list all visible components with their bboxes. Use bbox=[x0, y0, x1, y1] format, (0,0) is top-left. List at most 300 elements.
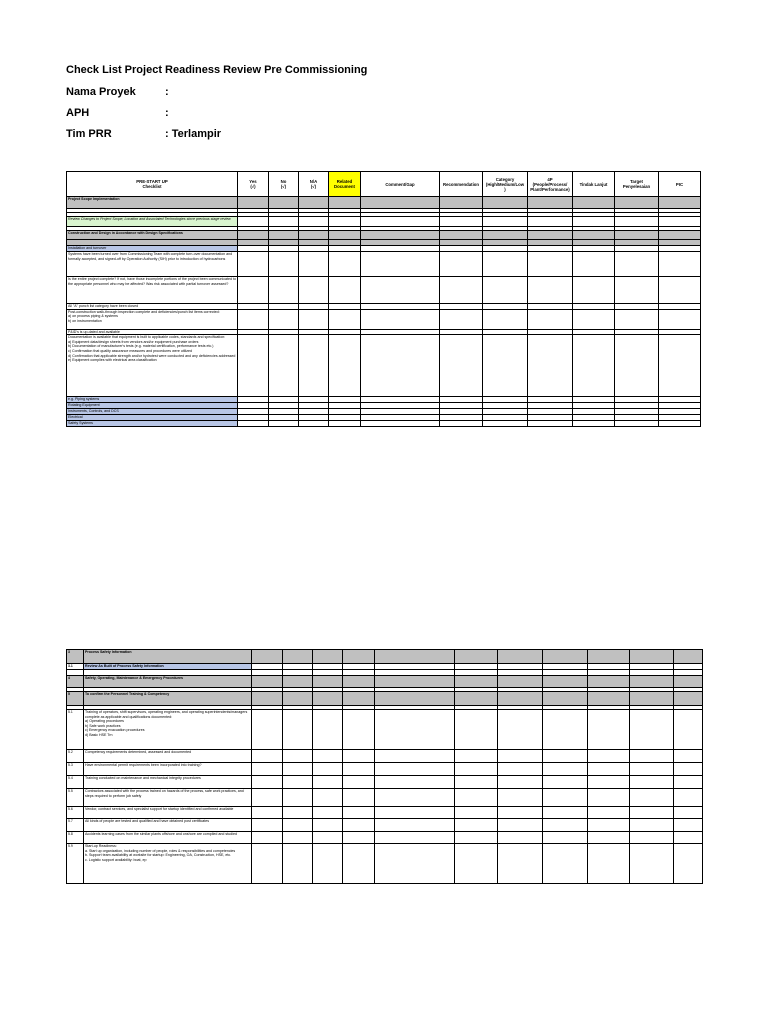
checklist-item-text: Process Safety Information bbox=[84, 650, 252, 664]
empty-cell bbox=[238, 335, 269, 397]
empty-cell bbox=[630, 844, 674, 884]
empty-cell bbox=[283, 692, 313, 706]
table-row bbox=[67, 832, 703, 844]
empty-cell bbox=[329, 309, 361, 329]
empty-cell bbox=[528, 309, 573, 329]
empty-cell bbox=[329, 231, 361, 240]
empty-cell bbox=[573, 217, 615, 227]
empty-cell bbox=[674, 844, 703, 884]
col-header-na: N/A (√) bbox=[299, 172, 329, 197]
table-row bbox=[67, 710, 703, 750]
empty-cell bbox=[283, 763, 313, 776]
item-number: 5.8 bbox=[67, 832, 84, 844]
empty-cell bbox=[455, 789, 498, 807]
empty-cell bbox=[375, 750, 455, 763]
empty-cell bbox=[343, 807, 375, 819]
empty-cell bbox=[588, 832, 630, 844]
empty-cell bbox=[329, 335, 361, 397]
checklist-item-text: Vendor, contract services, and specialist support for startup identified and confirmed available bbox=[84, 807, 252, 819]
empty-cell bbox=[498, 807, 543, 819]
empty-cell bbox=[483, 252, 528, 277]
table-row bbox=[67, 217, 701, 227]
checklist-item-text: All kinds of people are tested and qualified and have obtained post certificates bbox=[84, 819, 252, 832]
empty-cell bbox=[630, 710, 674, 750]
item-number: 5.1 bbox=[67, 710, 84, 750]
checklist-item-text: Training conducted on maintenance and mechanical integrity procedures bbox=[84, 776, 252, 789]
table-header-row bbox=[67, 172, 701, 197]
checklist-item-text: Review Changes to Project Scope, Location and Associated Technologies since previous stage review bbox=[67, 217, 238, 227]
table-row bbox=[67, 819, 703, 832]
empty-cell bbox=[343, 692, 375, 706]
empty-cell bbox=[588, 750, 630, 763]
empty-cell bbox=[343, 650, 375, 664]
table-row bbox=[67, 650, 703, 664]
item-number: 5 bbox=[67, 692, 84, 706]
empty-cell bbox=[674, 789, 703, 807]
empty-cell bbox=[252, 710, 283, 750]
item-number: 5.5 bbox=[67, 789, 84, 807]
empty-cell bbox=[455, 776, 498, 789]
empty-cell bbox=[299, 217, 329, 227]
checklist-item-text: Accidents learning cases from the similar plants offshore and onshore are compiled and studied bbox=[84, 832, 252, 844]
empty-cell bbox=[343, 844, 375, 884]
checklist-item-text: Review As Built of Process Safety Information bbox=[84, 664, 252, 670]
empty-cell bbox=[329, 217, 361, 227]
empty-cell bbox=[498, 789, 543, 807]
table-row bbox=[67, 763, 703, 776]
empty-cell bbox=[659, 309, 701, 329]
empty-cell bbox=[313, 650, 343, 664]
empty-cell bbox=[483, 217, 528, 227]
empty-cell bbox=[343, 750, 375, 763]
col-header-tindak-lanjut: Tindak Lanjut bbox=[573, 172, 615, 197]
empty-cell bbox=[313, 776, 343, 789]
empty-cell bbox=[252, 750, 283, 763]
empty-cell bbox=[528, 231, 573, 240]
empty-cell bbox=[674, 763, 703, 776]
empty-cell bbox=[252, 692, 283, 706]
empty-cell bbox=[455, 710, 498, 750]
empty-cell bbox=[588, 763, 630, 776]
empty-cell bbox=[543, 676, 588, 688]
empty-cell bbox=[498, 763, 543, 776]
empty-cell bbox=[455, 692, 498, 706]
empty-cell bbox=[361, 197, 440, 209]
empty-cell bbox=[283, 776, 313, 789]
empty-cell bbox=[375, 692, 455, 706]
empty-cell bbox=[455, 676, 498, 688]
checklist-item-text: Competency requirements determined, assessed and documented bbox=[84, 750, 252, 763]
empty-cell bbox=[313, 763, 343, 776]
empty-cell bbox=[343, 763, 375, 776]
checklist-item-text: Post-construction walk-through inspection complete and deficiencies/punch list items corrected: a) on process piping & systems b) on instrumentation bbox=[67, 309, 238, 329]
empty-cell bbox=[630, 750, 674, 763]
empty-cell bbox=[630, 832, 674, 844]
empty-cell bbox=[498, 650, 543, 664]
checklist-item-text: All "A" punch list category have been closed bbox=[67, 304, 238, 310]
empty-cell bbox=[615, 309, 659, 329]
empty-cell bbox=[375, 763, 455, 776]
empty-cell bbox=[498, 710, 543, 750]
checklist-table-page2 bbox=[66, 649, 703, 884]
checklist-item-text: Safety, Operating, Maintenance & Emergency Procedures bbox=[84, 676, 252, 688]
item-number: 5.6 bbox=[67, 807, 84, 819]
empty-cell bbox=[659, 231, 701, 240]
empty-cell bbox=[543, 650, 588, 664]
field-label-aph: APH bbox=[66, 107, 90, 119]
empty-cell bbox=[329, 421, 361, 427]
checklist-item-text: Project Scope Implementation bbox=[67, 197, 238, 209]
empty-cell bbox=[343, 789, 375, 807]
empty-cell bbox=[252, 832, 283, 844]
empty-cell bbox=[269, 252, 299, 277]
empty-cell bbox=[588, 776, 630, 789]
empty-cell bbox=[674, 776, 703, 789]
table-row bbox=[67, 776, 703, 789]
empty-cell bbox=[361, 231, 440, 240]
empty-cell bbox=[440, 197, 483, 209]
empty-cell bbox=[343, 832, 375, 844]
empty-cell bbox=[440, 309, 483, 329]
checklist-item-text: P&ID's is up-dated and available bbox=[67, 329, 238, 335]
field-label-tim-prr: Tim PRR bbox=[66, 128, 112, 140]
empty-cell bbox=[238, 217, 269, 227]
table-row bbox=[67, 807, 703, 819]
table-row bbox=[67, 252, 701, 277]
empty-cell bbox=[528, 252, 573, 277]
checklist-item-text: Is the entire project complete? If not, have those incomplete portions of the project been communicated to the appropriate personnel who may be affected? Was risk associated with partial turnover assessed? bbox=[67, 277, 238, 304]
empty-cell bbox=[615, 421, 659, 427]
empty-cell bbox=[528, 277, 573, 304]
table-row bbox=[67, 197, 701, 209]
empty-cell bbox=[375, 650, 455, 664]
empty-cell bbox=[238, 421, 269, 427]
empty-cell bbox=[498, 832, 543, 844]
empty-cell bbox=[313, 819, 343, 832]
checklist-item-text: Installation and turnover bbox=[67, 246, 238, 252]
empty-cell bbox=[659, 421, 701, 427]
empty-cell bbox=[283, 650, 313, 664]
empty-cell bbox=[283, 710, 313, 750]
empty-cell bbox=[615, 217, 659, 227]
item-number: 5.2 bbox=[67, 750, 84, 763]
table-row bbox=[67, 844, 703, 884]
empty-cell bbox=[455, 750, 498, 763]
empty-cell bbox=[375, 832, 455, 844]
empty-cell bbox=[674, 710, 703, 750]
col-header-yes: Yes (√) bbox=[238, 172, 269, 197]
field-value-aph: : bbox=[165, 107, 169, 119]
empty-cell bbox=[252, 650, 283, 664]
empty-cell bbox=[440, 231, 483, 240]
checklist-item-text: Documentation is available that equipment is built to applicable codes, standards and specification: a) Equipment data/design sheets from vendors and/or equipment purchase orders b) Documentation of manufacturer's tests (e.g. material certification, performance tests etc.) c) Confirmation that quality assurance measures and procedures were utilized d) Confirmation that applicable strength and/or hydrotest were conducted and any deficiencies addressed e) Equipment complies with electrical area classification bbox=[67, 335, 238, 397]
empty-cell bbox=[455, 650, 498, 664]
empty-cell bbox=[375, 807, 455, 819]
empty-cell bbox=[238, 252, 269, 277]
empty-cell bbox=[674, 676, 703, 688]
empty-cell bbox=[343, 819, 375, 832]
empty-cell bbox=[252, 789, 283, 807]
field-value-nama-proyek: : bbox=[165, 86, 169, 98]
empty-cell bbox=[313, 750, 343, 763]
checklist-item-text: Start-up Readiness: a. Start up organization, including number of people, roles & responsibilities and competencies b. Support team availability at worksite for startup: Engineering, OA, Construction, HSE, etc. c. Logistic support availability: boat, ep bbox=[84, 844, 252, 884]
checklist-item-text: Electrical bbox=[67, 415, 238, 421]
empty-cell bbox=[283, 807, 313, 819]
empty-cell bbox=[588, 710, 630, 750]
empty-cell bbox=[630, 819, 674, 832]
col-header-no: No (√) bbox=[269, 172, 299, 197]
empty-cell bbox=[543, 819, 588, 832]
col-header-recommendation: Recommendation bbox=[440, 172, 483, 197]
empty-cell bbox=[375, 776, 455, 789]
empty-cell bbox=[483, 421, 528, 427]
empty-cell bbox=[483, 335, 528, 397]
empty-cell bbox=[252, 819, 283, 832]
empty-cell bbox=[299, 309, 329, 329]
empty-cell bbox=[238, 277, 269, 304]
empty-cell bbox=[361, 277, 440, 304]
empty-cell bbox=[674, 807, 703, 819]
empty-cell bbox=[329, 197, 361, 209]
empty-cell bbox=[543, 789, 588, 807]
empty-cell bbox=[269, 217, 299, 227]
empty-cell bbox=[455, 844, 498, 884]
empty-cell bbox=[498, 776, 543, 789]
empty-cell bbox=[528, 421, 573, 427]
empty-cell bbox=[313, 807, 343, 819]
empty-cell bbox=[343, 710, 375, 750]
empty-cell bbox=[455, 819, 498, 832]
empty-cell bbox=[343, 676, 375, 688]
col-header-category: Category (High/Medium/Low ) bbox=[483, 172, 528, 197]
checklist-item-text: Systems have been turned over from Commissioning Team with complete turn-over documentation and formally accepted, and signed-off by Operation Authority (SIH) prior to introduction of hydrocarbons bbox=[67, 252, 238, 277]
empty-cell bbox=[630, 807, 674, 819]
empty-cell bbox=[483, 197, 528, 209]
empty-cell bbox=[543, 763, 588, 776]
table-row bbox=[67, 750, 703, 763]
empty-cell bbox=[440, 252, 483, 277]
empty-cell bbox=[588, 692, 630, 706]
empty-cell bbox=[615, 252, 659, 277]
table-row bbox=[67, 335, 701, 397]
empty-cell bbox=[483, 277, 528, 304]
empty-cell bbox=[238, 309, 269, 329]
empty-cell bbox=[588, 676, 630, 688]
empty-cell bbox=[299, 421, 329, 427]
empty-cell bbox=[630, 776, 674, 789]
empty-cell bbox=[588, 819, 630, 832]
item-number: 5.9 bbox=[67, 844, 84, 884]
empty-cell bbox=[440, 335, 483, 397]
checklist-table-page1 bbox=[66, 171, 701, 427]
empty-cell bbox=[573, 277, 615, 304]
empty-cell bbox=[269, 197, 299, 209]
checklist-item-text: Instruments, Controls, and DCS bbox=[67, 409, 238, 415]
empty-cell bbox=[299, 277, 329, 304]
empty-cell bbox=[573, 335, 615, 397]
empty-cell bbox=[252, 844, 283, 884]
empty-cell bbox=[659, 197, 701, 209]
checklist-item-text: e.g. Piping systems bbox=[67, 397, 238, 403]
empty-cell bbox=[528, 197, 573, 209]
empty-cell bbox=[299, 335, 329, 397]
empty-cell bbox=[375, 819, 455, 832]
checklist-item-text: Rotating Equipment bbox=[67, 403, 238, 409]
empty-cell bbox=[361, 252, 440, 277]
item-number: 5.4 bbox=[67, 776, 84, 789]
empty-cell bbox=[269, 421, 299, 427]
empty-cell bbox=[674, 750, 703, 763]
empty-cell bbox=[375, 789, 455, 807]
empty-cell bbox=[659, 217, 701, 227]
table-row bbox=[67, 309, 701, 329]
empty-cell bbox=[361, 421, 440, 427]
empty-cell bbox=[252, 807, 283, 819]
empty-cell bbox=[440, 421, 483, 427]
col-header-pic: PIC bbox=[659, 172, 701, 197]
empty-cell bbox=[630, 692, 674, 706]
empty-cell bbox=[238, 231, 269, 240]
empty-cell bbox=[528, 217, 573, 227]
empty-cell bbox=[573, 197, 615, 209]
item-number: 5.3 bbox=[67, 763, 84, 776]
empty-cell bbox=[299, 231, 329, 240]
empty-cell bbox=[588, 844, 630, 884]
empty-cell bbox=[343, 776, 375, 789]
empty-cell bbox=[588, 789, 630, 807]
empty-cell bbox=[543, 832, 588, 844]
col-header-4p: 4P (People/Process/ Plant/Performance) bbox=[528, 172, 573, 197]
empty-cell bbox=[630, 676, 674, 688]
page-title: Check List Project Readiness Review Pre Commissioning bbox=[66, 64, 368, 76]
empty-cell bbox=[615, 277, 659, 304]
empty-cell bbox=[313, 844, 343, 884]
empty-cell bbox=[573, 231, 615, 240]
empty-cell bbox=[329, 252, 361, 277]
empty-cell bbox=[615, 197, 659, 209]
table-row bbox=[67, 277, 701, 304]
empty-cell bbox=[674, 832, 703, 844]
empty-cell bbox=[455, 763, 498, 776]
empty-cell bbox=[498, 676, 543, 688]
empty-cell bbox=[440, 277, 483, 304]
table-row bbox=[67, 421, 701, 427]
empty-cell bbox=[252, 676, 283, 688]
empty-cell bbox=[630, 763, 674, 776]
empty-cell bbox=[313, 676, 343, 688]
empty-cell bbox=[615, 231, 659, 240]
table-row bbox=[67, 692, 703, 706]
checklist-item-text: Have environmental permit requirements been incorporated into training? bbox=[84, 763, 252, 776]
empty-cell bbox=[455, 832, 498, 844]
empty-cell bbox=[573, 252, 615, 277]
col-header-comment-gap: Comment/Gap bbox=[361, 172, 440, 197]
empty-cell bbox=[252, 763, 283, 776]
empty-cell bbox=[283, 789, 313, 807]
empty-cell bbox=[313, 832, 343, 844]
item-number: 4 bbox=[67, 676, 84, 688]
item-number: 5.7 bbox=[67, 819, 84, 832]
empty-cell bbox=[238, 197, 269, 209]
empty-cell bbox=[329, 277, 361, 304]
empty-cell bbox=[543, 807, 588, 819]
empty-cell bbox=[483, 231, 528, 240]
empty-cell bbox=[283, 750, 313, 763]
empty-cell bbox=[283, 844, 313, 884]
empty-cell bbox=[659, 277, 701, 304]
empty-cell bbox=[313, 692, 343, 706]
col-header-checklist: PRE-START UP Checklist bbox=[67, 172, 238, 197]
empty-cell bbox=[498, 692, 543, 706]
checklist-item-text: Construction and Design in Accordance with Design Specifications bbox=[67, 231, 238, 240]
empty-cell bbox=[543, 750, 588, 763]
empty-cell bbox=[269, 309, 299, 329]
empty-cell bbox=[659, 252, 701, 277]
empty-cell bbox=[674, 819, 703, 832]
empty-cell bbox=[283, 819, 313, 832]
empty-cell bbox=[573, 309, 615, 329]
table-row bbox=[67, 789, 703, 807]
empty-cell bbox=[361, 335, 440, 397]
empty-cell bbox=[313, 789, 343, 807]
empty-cell bbox=[674, 692, 703, 706]
empty-cell bbox=[543, 692, 588, 706]
checklist-item-text: Safety Systems bbox=[67, 421, 238, 427]
empty-cell bbox=[269, 335, 299, 397]
item-number: 3.1 bbox=[67, 664, 84, 670]
empty-cell bbox=[573, 421, 615, 427]
empty-cell bbox=[543, 844, 588, 884]
empty-cell bbox=[659, 335, 701, 397]
empty-cell bbox=[588, 650, 630, 664]
empty-cell bbox=[674, 650, 703, 664]
empty-cell bbox=[498, 819, 543, 832]
empty-cell bbox=[588, 807, 630, 819]
empty-cell bbox=[375, 844, 455, 884]
empty-cell bbox=[269, 231, 299, 240]
empty-cell bbox=[483, 309, 528, 329]
empty-cell bbox=[375, 710, 455, 750]
empty-cell bbox=[630, 650, 674, 664]
empty-cell bbox=[283, 832, 313, 844]
empty-cell bbox=[630, 789, 674, 807]
empty-cell bbox=[498, 844, 543, 884]
empty-cell bbox=[543, 776, 588, 789]
table-row bbox=[67, 231, 701, 240]
field-value-tim-prr: : Terlampir bbox=[165, 128, 222, 140]
checklist-item-text: Training of operators, shift supervisors, operating engineers, and operating superintendents/managers complete as applicable and qualifications documented: a) Operating procedures b) Safe work practices c) Emergency evacuation procedures d) Basic HSE Trn bbox=[84, 710, 252, 750]
empty-cell bbox=[252, 776, 283, 789]
empty-cell bbox=[498, 750, 543, 763]
empty-cell bbox=[543, 710, 588, 750]
checklist-item-text: Contractors associated with the process trained on hazards of the process, safe work practices, and steps required to perform job safely bbox=[84, 789, 252, 807]
empty-cell bbox=[299, 197, 329, 209]
empty-cell bbox=[269, 277, 299, 304]
col-header-related-document: Related Document bbox=[329, 172, 361, 197]
empty-cell bbox=[455, 807, 498, 819]
field-label-nama-proyek: Nama Proyek bbox=[66, 86, 136, 98]
empty-cell bbox=[299, 252, 329, 277]
empty-cell bbox=[440, 217, 483, 227]
empty-cell bbox=[528, 335, 573, 397]
empty-cell bbox=[361, 309, 440, 329]
empty-cell bbox=[615, 335, 659, 397]
item-number: 3 bbox=[67, 650, 84, 664]
checklist-item-text: To confirm the Personnel Training & Competency bbox=[84, 692, 252, 706]
empty-cell bbox=[313, 710, 343, 750]
table-row bbox=[67, 676, 703, 688]
empty-cell bbox=[283, 676, 313, 688]
